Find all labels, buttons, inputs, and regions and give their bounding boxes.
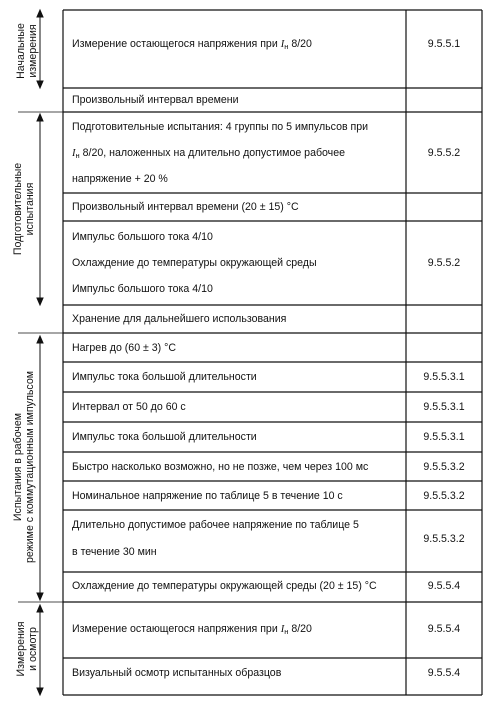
table-row-high-current-line1: Импульс большого тока 4/10 (72, 231, 213, 243)
group-label-operating-duty: Испытания в рабочем режиме с коммутационным импульсом (12, 371, 36, 563)
clause-ref: 9.5.5.1 (427, 38, 461, 50)
table-row-high-current-line3: Импульс большого тока 4/10 (72, 283, 213, 295)
table-row: Произвольный интервал времени (20 ± 15) °С (72, 201, 299, 213)
clause-ref: 9.5.5.4 (427, 623, 461, 635)
group-label-preparatory: Подготовительные испытания (12, 162, 36, 256)
clause-ref: 9.5.5.3.2 (423, 490, 465, 502)
clause-ref: 9.5.5.3.2 (423, 461, 465, 473)
clause-ref: 9.5.5.2 (427, 257, 461, 269)
table-row-line2: в течение 30 мин (72, 546, 157, 558)
arrow-down-icon (37, 593, 43, 600)
table-row: Произвольный интервал времени (72, 94, 239, 106)
table-row: Визуальный осмотр испытанных образцов (72, 667, 282, 679)
table-row: Хранение для дальнейшего использования (72, 313, 287, 325)
table-row: Номинальное напряжение по таблице 5 в течение 10 с (72, 490, 343, 502)
clause-ref: 9.5.5.3.1 (423, 371, 465, 383)
table-row-final-measurement: Измерение остающегося напряжения при $I_н$ 8/20 (72, 623, 312, 636)
clause-ref: 9.5.5.4 (427, 580, 461, 592)
clause-ref: 9.5.5.4 (427, 667, 461, 679)
clause-ref: 9.5.5.2 (427, 147, 461, 159)
group-label-initial: Начальные измерения (15, 23, 39, 79)
table-row: Импульс тока большой длительности (72, 371, 257, 383)
table-row: Импульс тока большой длительности (72, 431, 257, 443)
arrow-up-icon (37, 114, 43, 121)
clause-ref: 9.5.5.3.1 (423, 431, 465, 443)
arrow-up-icon (37, 336, 43, 343)
clause-ref: 9.5.5.3.2 (423, 533, 465, 545)
table-row-preparatory-line2: $I_н$ 8/20, наложенных на длительно допустимое рабочее (72, 147, 345, 160)
table-row-initial-measurement: Измерение остающегося напряжения при $I_н$ 8/20 (72, 38, 312, 51)
table-row: Нагрев до (60 ± 3) °С (72, 342, 177, 354)
table-row-preparatory-line1: Подготовительные испытания: 4 группы по 5 импульсов при (72, 121, 369, 133)
table-row: Быстро насколько возможно, но не позже, чем через 100 мс (72, 461, 369, 473)
arrow-down-icon (37, 298, 43, 305)
table-row-high-current-line2: Охлаждение до температуры окружающей среды (72, 257, 317, 269)
group-label-measurement: Измерения и осмотр (15, 621, 39, 677)
table-row: Интервал от 50 до 60 с (72, 401, 186, 413)
table-row-preparatory-line3: напряжение + 20 % (72, 173, 168, 185)
arrow-down-icon (37, 688, 43, 695)
clause-ref: 9.5.5.3.1 (423, 401, 465, 413)
table-row: Охлаждение до температуры окружающей среды (20 ± 15) °С (72, 580, 377, 592)
table-row-line1: Длительно допустимое рабочее напряжение по таблице 5 (72, 519, 359, 531)
